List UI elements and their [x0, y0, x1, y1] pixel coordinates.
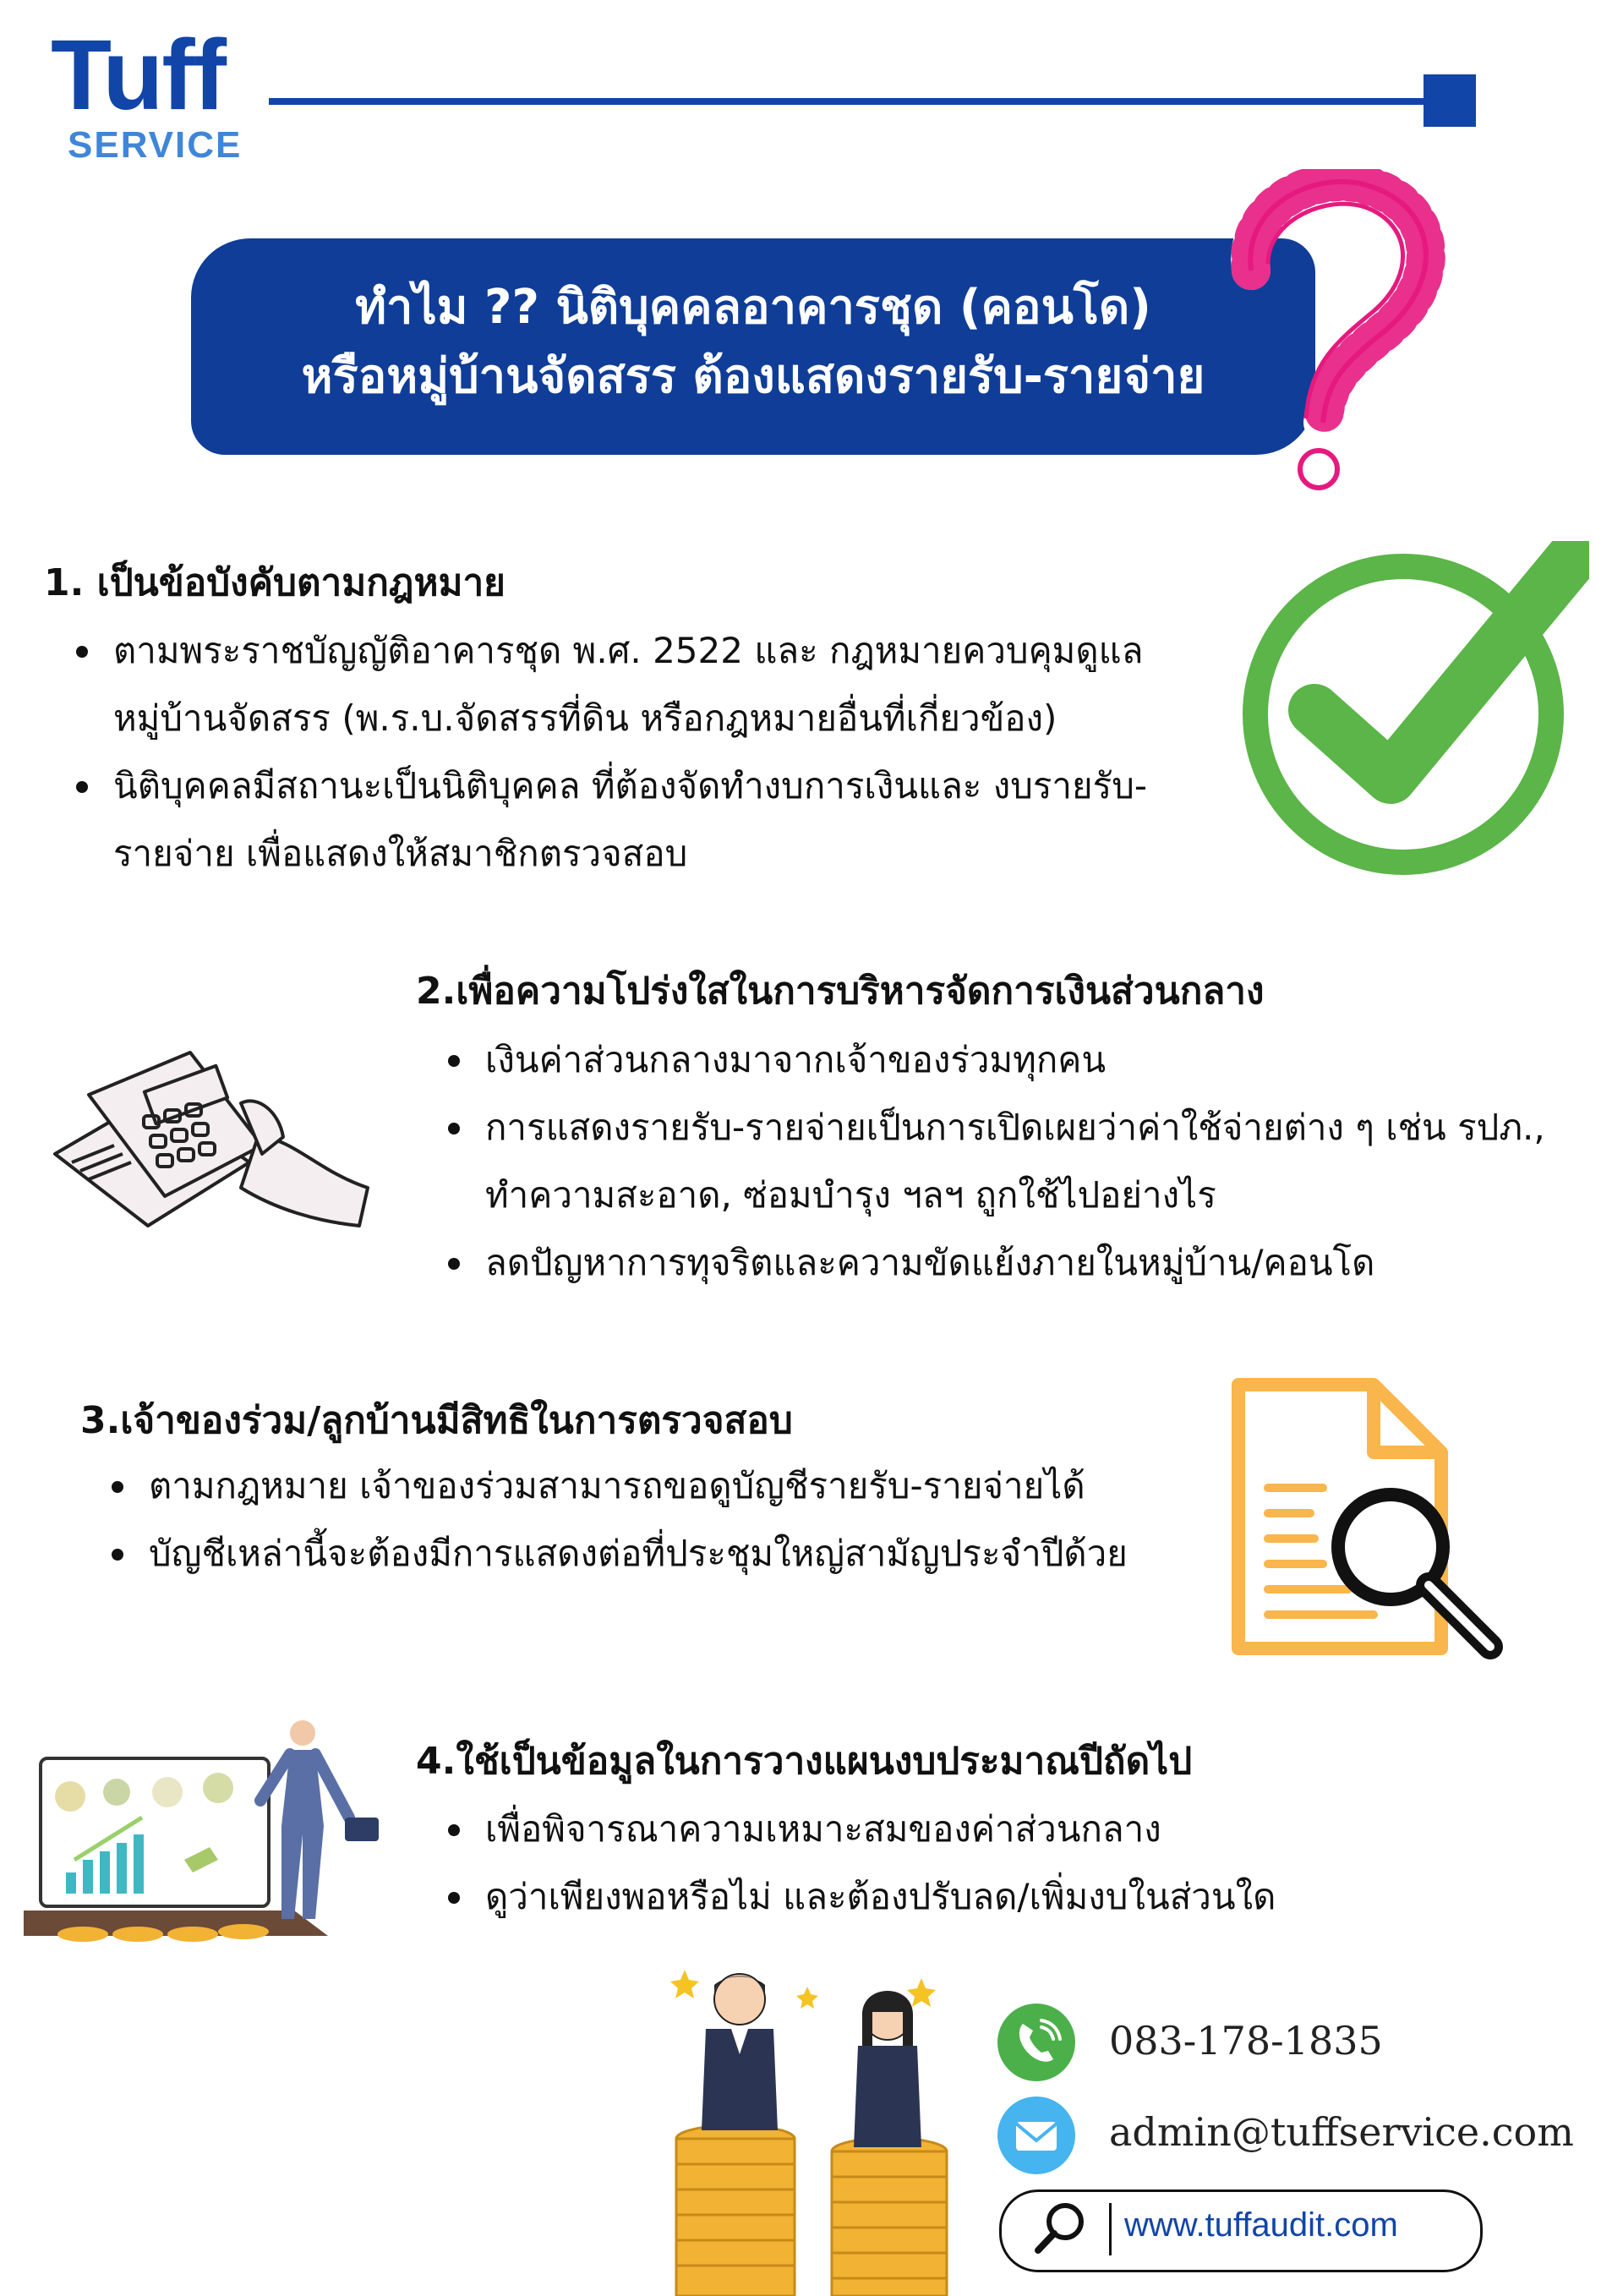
website-divider	[1109, 2203, 1112, 2255]
list-item	[446, 1026, 1613, 1094]
logo-tuff: Tuff	[51, 19, 225, 131]
bullet-text: ดูว่าเพียงพอหรือไม่ และต้องปรับลด/เพิ่มงบในส่วนใด	[485, 1876, 1276, 1917]
bullet-text: ตามพระราชบัญญัติอาคารชุด พ.ศ. 2522 และ กฎหมายควบคุมดูแล	[113, 630, 1144, 671]
bullet-text: นิติบุคคลมีสถานะเป็นนิติบุคคล ที่ต้องจัดทำงบการเงินและ งบรายรับ-	[113, 765, 1148, 806]
question-mark-icon	[1217, 169, 1454, 490]
section-3-heading: 3.เจ้าของร่วม/ลูกบ้านมีสิทธิในการตรวจสอบ	[80, 1399, 793, 1442]
title-line-2: หรือหมู่บ้านจัดสรร ต้องแสดงรายรับ-รายจ่าย	[301, 349, 1205, 404]
list-item	[110, 1520, 1209, 1588]
list-item	[446, 1796, 1545, 1863]
phone-number[interactable]: 083-178-1835	[1109, 2018, 1383, 2064]
list-item	[74, 617, 1224, 752]
section-3-bullets	[110, 1452, 1209, 1588]
title-line-1: ทำไม ?? นิติบุคคลอาคารชุด (คอนโด)	[355, 280, 1151, 335]
header-square	[1424, 74, 1476, 127]
list-item	[446, 1094, 1613, 1229]
email-address[interactable]: admin@tuffservice.com	[1109, 2109, 1574, 2155]
bullet-text: บัญชีเหล่านี้จะต้องมีการแสดงต่อที่ประชุมใหญ่สามัญประจำปีด้วย	[149, 1533, 1128, 1574]
check-circle-icon	[1234, 541, 1589, 879]
bullet-text: ทำความสะอาด, ซ่อมบำรุง ฯลฯ ถูกใช้ไปอย่างไร	[485, 1174, 1216, 1216]
bullet-text: เพื่อพิจารณาความเหมาะสมของค่าส่วนกลาง	[485, 1808, 1161, 1850]
section-2-bullets	[446, 1026, 1613, 1297]
document-search-icon	[1221, 1369, 1517, 1665]
logo-service: SERVICE	[68, 124, 243, 166]
bullet-text: เงินค่าส่วนกลางมาจากเจ้าของร่วมทุกคน	[485, 1039, 1107, 1080]
title-banner	[191, 238, 1315, 455]
search-icon	[1030, 2198, 1090, 2259]
section-4-heading: 4.ใช้เป็นข้อมูลในการวางแผนงบประมาณปีถัดไป	[416, 1740, 1193, 1783]
list-item	[74, 752, 1224, 888]
bullet-text: การแสดงรายรับ-รายจ่ายเป็นการเปิดเผยว่าค่าใช้จ่ายต่าง ๆ เช่น รปภ.,	[485, 1107, 1545, 1148]
phone-icon	[997, 2004, 1075, 2081]
list-item	[446, 1229, 1613, 1297]
section-2-heading: 2.เพื่อความโปร่งใสในการบริหารจัดการเงินส่วนกลาง	[416, 970, 1265, 1013]
section-1-heading: 1. เป็นข้อบังคับตามกฎหมาย	[44, 561, 505, 604]
bullet-text: ตามกฎหมาย เจ้าของร่วมสามารถขอดูบัญชีรายรับ-รายจ่ายได้	[149, 1465, 1085, 1506]
list-item	[110, 1452, 1209, 1520]
businessman-laptop-icon	[24, 1716, 396, 1944]
bullet-text: หมู่บ้านจัดสรร (พ.ร.บ.จัดสรรที่ดิน หรือกฎหมายอื่นที่เกี่ยวข้อง)	[113, 697, 1057, 739]
bullet-text: รายจ่าย เพื่อแสดงให้สมาชิกตรวจสอบ	[113, 833, 688, 874]
list-item	[446, 1863, 1545, 1931]
calculator-hand-icon	[46, 1044, 376, 1230]
mail-icon	[997, 2096, 1075, 2174]
bullet-text: ลดปัญหาการทุจริตและความขัดแย้งภายในหมู่บ้าน/คอนโด	[485, 1242, 1375, 1283]
section-1-bullets	[74, 617, 1224, 888]
header-divider	[269, 98, 1435, 105]
section-4-bullets	[446, 1796, 1545, 1931]
people-on-coins-icon	[668, 1961, 972, 2296]
website-link[interactable]: www.tuffaudit.com	[1124, 2206, 1398, 2244]
